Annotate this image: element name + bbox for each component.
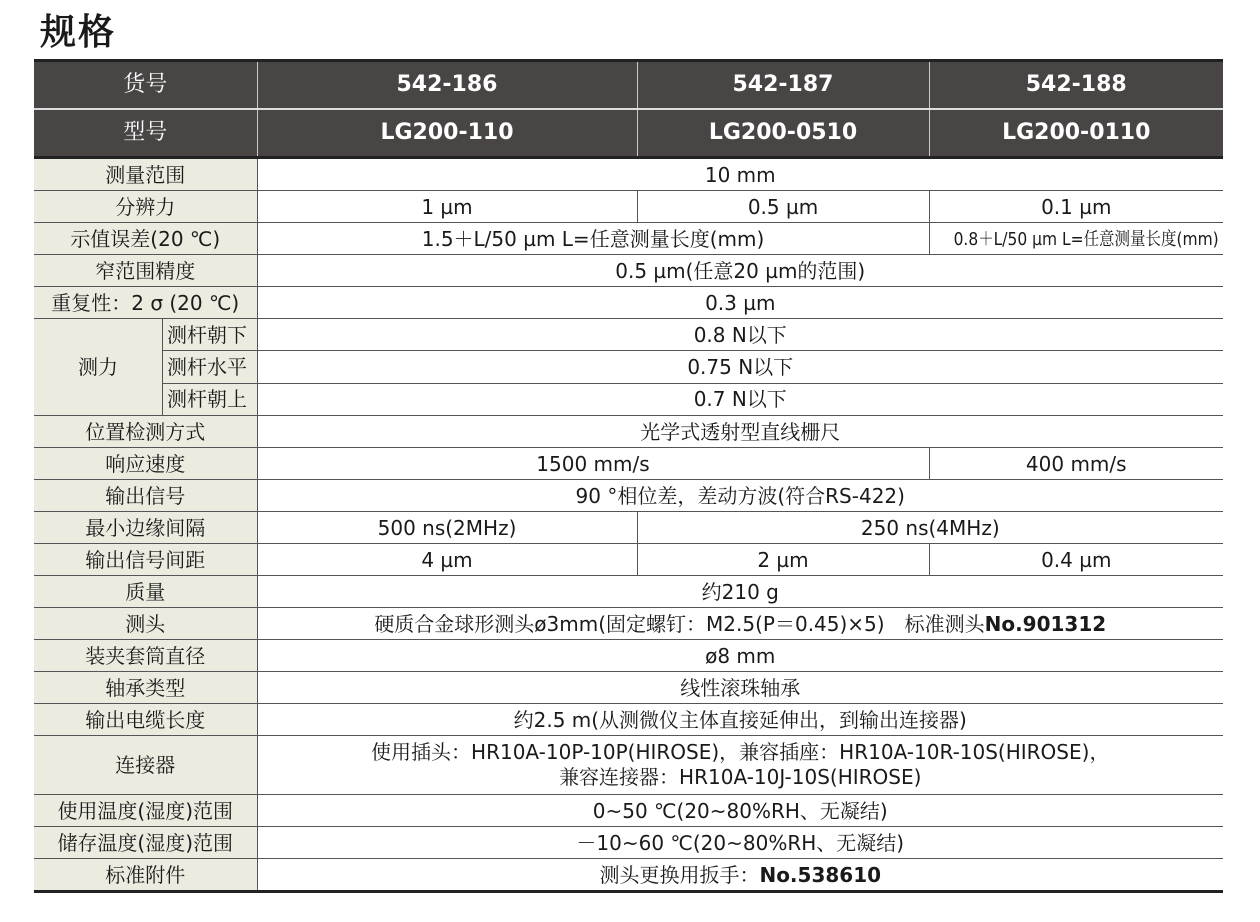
row-value: 约2.5 m(从测微仪主体直接延伸出，到输出连接器) xyxy=(257,704,1223,736)
row-value: 0.1 µm xyxy=(929,191,1223,223)
force-label-group xyxy=(34,319,257,416)
table-row xyxy=(34,287,1223,319)
row-label: 输出信号间距 xyxy=(34,544,257,576)
table-row xyxy=(34,576,1223,608)
row-value: 10 mm xyxy=(257,158,1223,191)
row-value: 0.75 N以下 xyxy=(257,351,1223,383)
row-value xyxy=(257,859,1223,892)
row-value: 光学式透射型直线栅尺 xyxy=(257,416,1223,448)
table-row xyxy=(34,416,1223,448)
row-label: 响应速度 xyxy=(34,448,257,480)
row-value xyxy=(257,608,1223,640)
row-label: 装夹套筒直径 xyxy=(34,640,257,672)
row-value: ø8 mm xyxy=(257,640,1223,672)
table-row xyxy=(34,640,1223,672)
header-cell: LG200-0110 xyxy=(929,109,1223,158)
header-cell: 542-188 xyxy=(929,61,1223,110)
table-row xyxy=(34,544,1223,576)
table-row xyxy=(34,319,1223,351)
table-row xyxy=(34,223,1223,255)
table-row xyxy=(34,255,1223,287)
row-value: 1500 mm/s xyxy=(257,448,929,480)
row-label: 重复性：2 σ (20 ℃) xyxy=(34,287,257,319)
row-label: 位置检测方式 xyxy=(34,416,257,448)
row-label: 分辨力 xyxy=(34,191,257,223)
row-value: 1.5＋L/50 µm L=任意测量长度(mm) xyxy=(257,223,929,255)
row-value xyxy=(257,736,1223,795)
accessory-desc: 测头更换用扳手： xyxy=(599,862,760,887)
page-title: 规格 xyxy=(40,12,117,53)
table-row xyxy=(34,448,1223,480)
header-label: 型号 xyxy=(34,109,257,158)
row-value: 250 ns(4MHz) xyxy=(637,512,1223,544)
row-value: 0.8 N以下 xyxy=(257,319,1223,351)
row-value-text: 0.8＋L/50 µm L=任意测量长度(mm) xyxy=(953,228,1219,250)
row-value: 约210 g xyxy=(257,576,1223,608)
header-row-part-no xyxy=(34,61,1223,110)
table-row xyxy=(34,158,1223,191)
row-label: 质量 xyxy=(34,576,257,608)
row-value: 线性滚珠轴承 xyxy=(257,672,1223,704)
row-value: 0.4 µm xyxy=(929,544,1223,576)
row-label: 输出信号 xyxy=(34,480,257,512)
table-row xyxy=(34,795,1223,827)
row-label: 轴承类型 xyxy=(34,672,257,704)
row-label: 使用温度(湿度)范围 xyxy=(34,795,257,827)
table-row xyxy=(34,827,1223,859)
force-label: 测力 xyxy=(34,319,163,415)
connector-line-2: 兼容连接器：HR10A-10J-10S(HIROSE) xyxy=(559,765,922,789)
row-label: 连接器 xyxy=(34,736,257,795)
row-label: 标准附件 xyxy=(34,859,257,892)
header-cell: 542-187 xyxy=(637,61,929,110)
row-label: 测量范围 xyxy=(34,158,257,191)
row-value: 90 °相位差，差动方波(符合RS-422) xyxy=(257,480,1223,512)
row-value: 1 µm xyxy=(257,191,637,223)
table-row xyxy=(34,859,1223,892)
row-value: 0.5 µm xyxy=(637,191,929,223)
accessory-part-number: No.538610 xyxy=(759,862,882,887)
header-cell: LG200-110 xyxy=(257,109,637,158)
row-value: －10~60 ℃(20~80%RH、无凝结) xyxy=(257,827,1223,859)
force-sub-label-up: 测杆朝上 xyxy=(167,387,247,412)
row-value: 0~50 ℃(20~80%RH、无凝结) xyxy=(257,795,1223,827)
header-label: 货号 xyxy=(34,61,257,110)
header-cell: LG200-0510 xyxy=(637,109,929,158)
row-value xyxy=(929,223,1223,255)
row-label: 窄范围精度 xyxy=(34,255,257,287)
connector-line-1: 使用插头：HR10A-10P-10P(HIROSE)，兼容插座：HR10A-10R-10S(HIROSE)， xyxy=(371,740,1110,764)
spec-table xyxy=(34,59,1223,893)
row-label: 最小边缘间隔 xyxy=(34,512,257,544)
table-row xyxy=(34,672,1223,704)
row-value: 4 µm xyxy=(257,544,637,576)
row-value: 500 ns(2MHz) xyxy=(257,512,637,544)
row-label: 储存温度(湿度)范围 xyxy=(34,827,257,859)
table-row xyxy=(34,512,1223,544)
row-label: 示值误差(20 ℃) xyxy=(34,223,257,255)
row-value: 0.5 µm(任意20 µm的范围) xyxy=(257,255,1223,287)
stylus-desc: 硬质合金球形测头ø3mm(固定螺钉：M2.5(P＝0.45)×5) 标准测头 xyxy=(374,611,985,636)
force-sub-label-down: 测杆朝下 xyxy=(163,319,257,351)
row-value: 0.3 µm xyxy=(257,287,1223,319)
header-row-model xyxy=(34,109,1223,158)
force-sub-label-horizontal: 测杆水平 xyxy=(163,351,257,383)
row-label: 测头 xyxy=(34,608,257,640)
header-cell: 542-186 xyxy=(257,61,637,110)
row-label: 输出电缆长度 xyxy=(34,704,257,736)
table-row xyxy=(34,480,1223,512)
table-row xyxy=(34,608,1223,640)
row-value: 2 µm xyxy=(637,544,929,576)
stylus-part-number: No.901312 xyxy=(984,611,1107,636)
table-row xyxy=(34,704,1223,736)
table-row xyxy=(34,736,1223,795)
table-row xyxy=(34,191,1223,223)
row-value: 400 mm/s xyxy=(929,448,1223,480)
row-value: 0.7 N以下 xyxy=(257,383,1223,415)
